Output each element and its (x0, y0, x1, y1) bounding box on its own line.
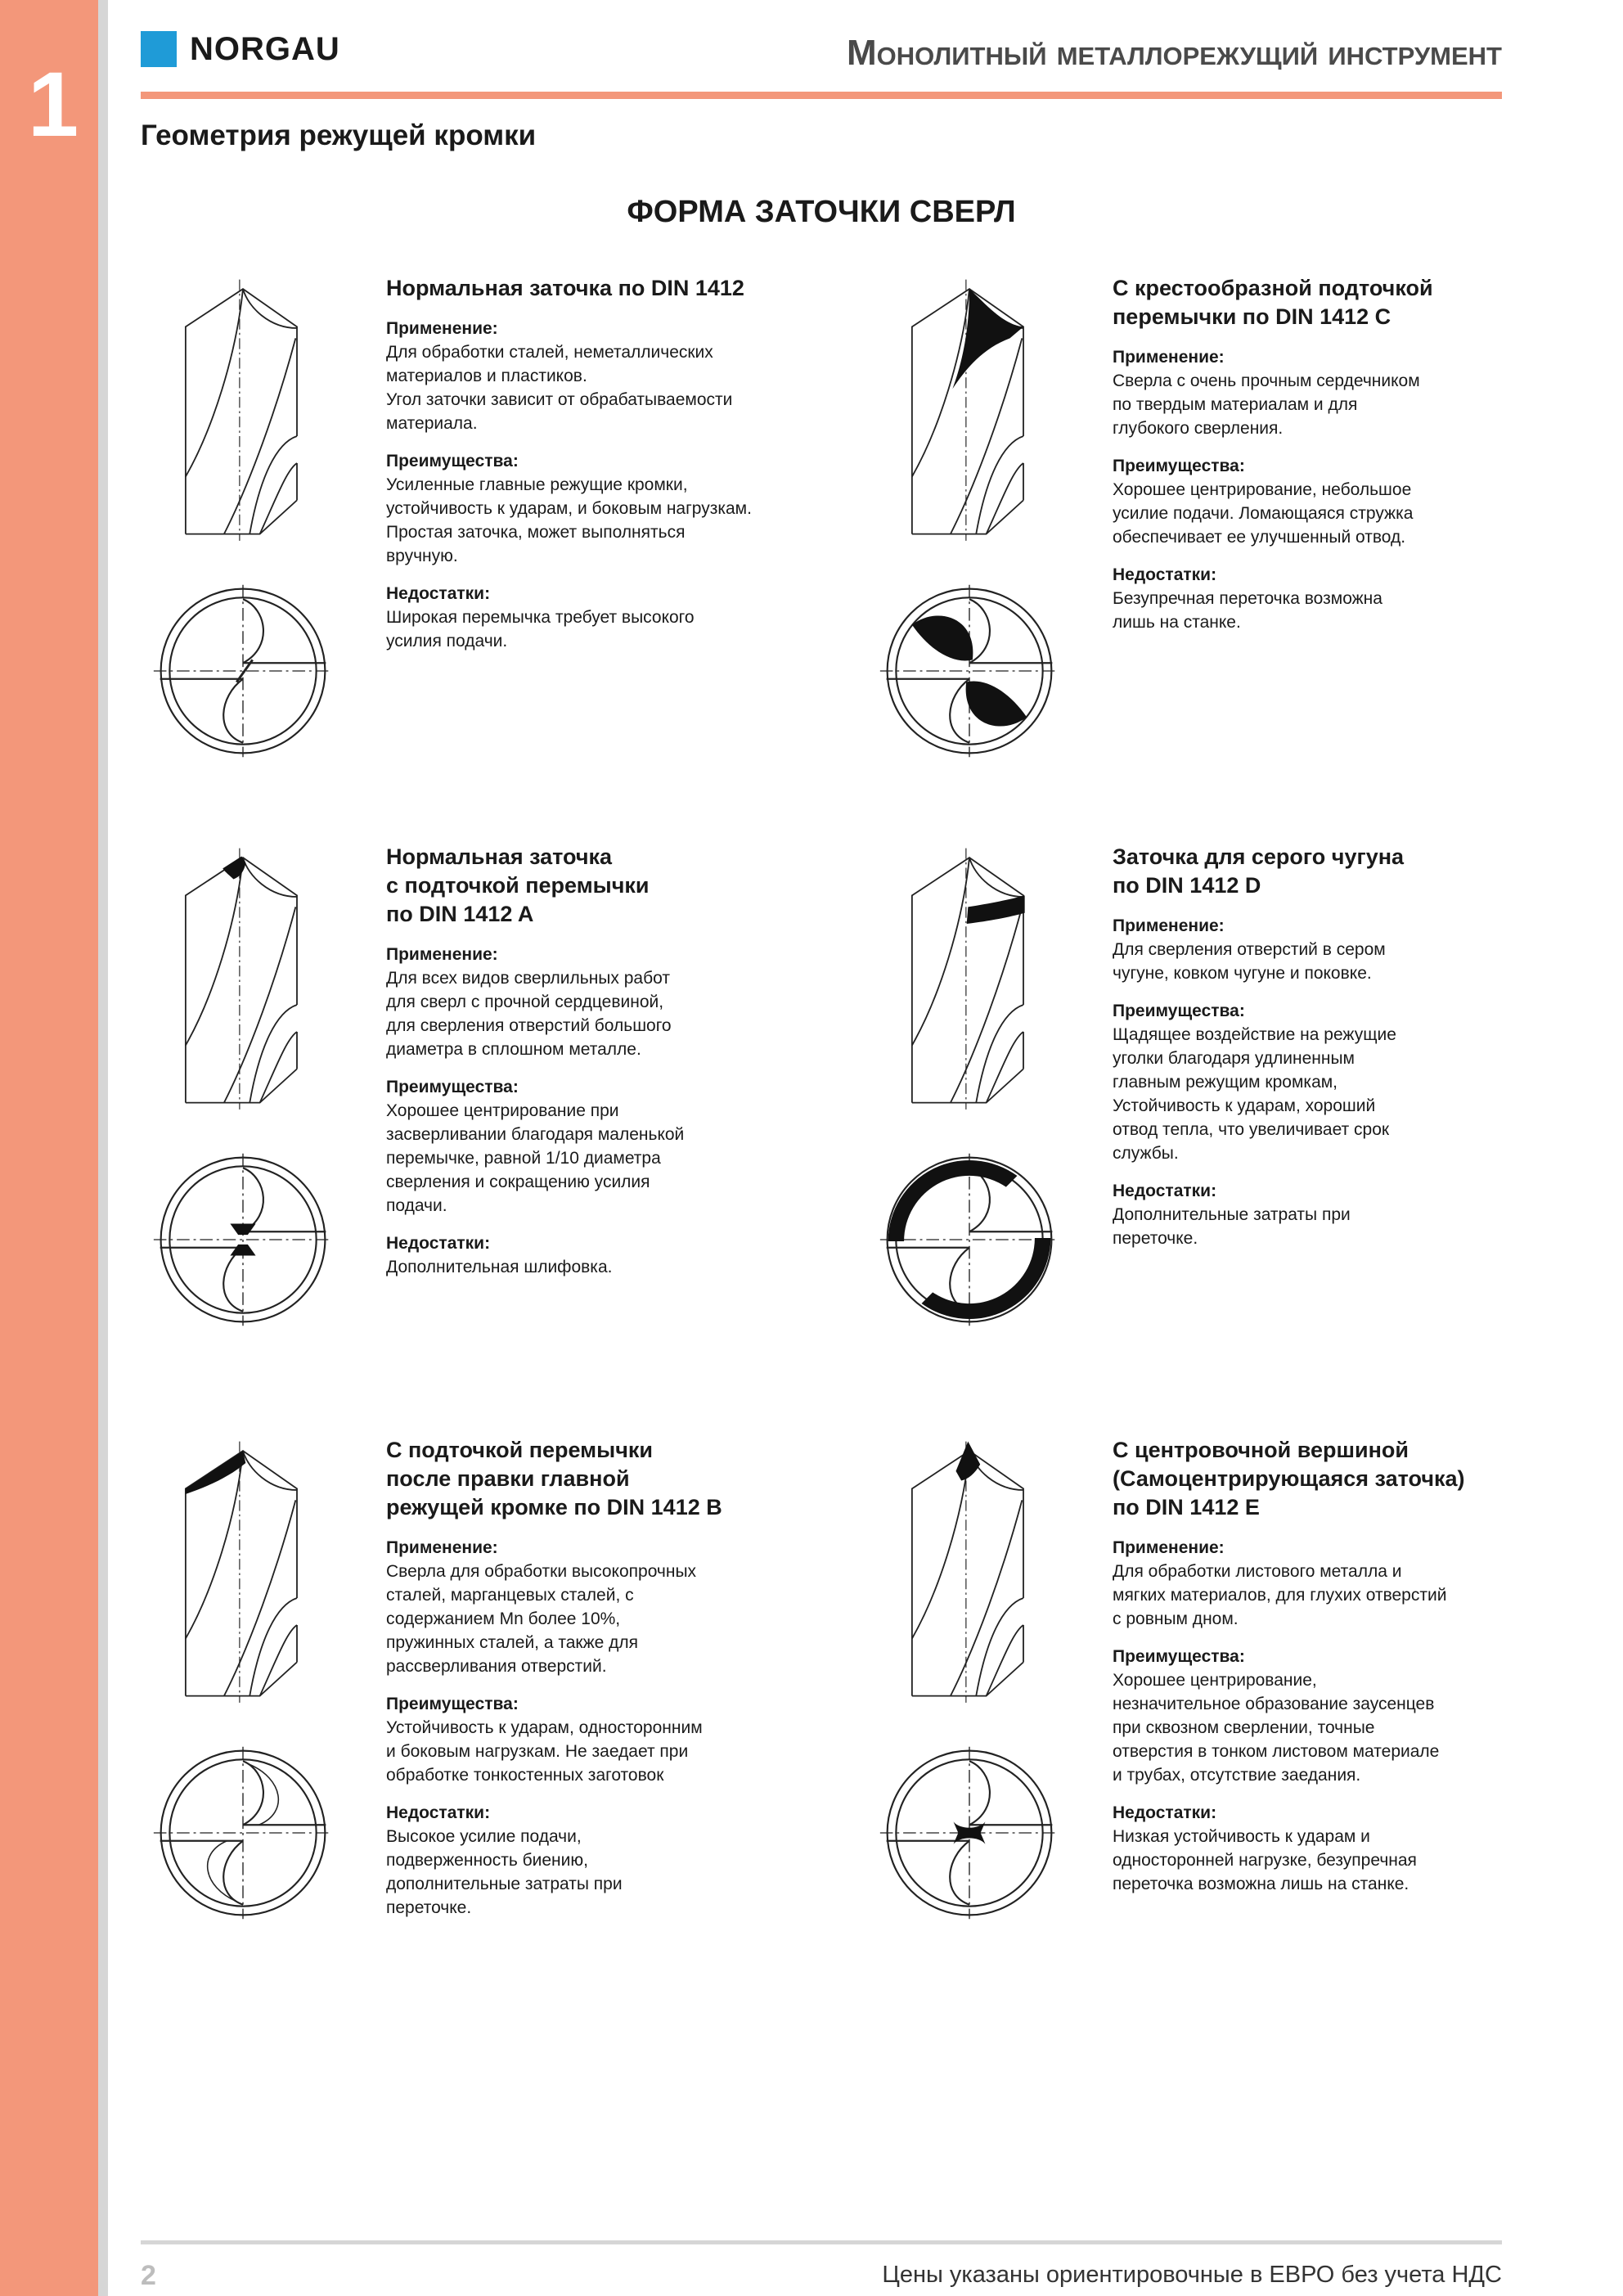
disadvantages-text: Высокое усилие подачи, подверженность биению, дополнительные затраты при переточке. (386, 1827, 623, 1917)
application-label: Применение: (386, 319, 498, 338)
side-divider (98, 0, 108, 2296)
disadvantages-text: Дополнительные затраты при переточке. (1113, 1205, 1351, 1248)
drill-end-view-d (867, 1146, 1072, 1334)
advantages-text: Хорошее центрирование, небольшое усилие подачи. Ломающаяся стружка обеспечивает ее улучшенный отвод. (1113, 480, 1414, 547)
application-label: Применение: (386, 945, 498, 964)
sharpening-type-title: Нормальная заточка с подточкой перемычки по DIN 1412 A (386, 844, 650, 926)
advantages-label: Преимущества: (1113, 457, 1245, 475)
header-divider (141, 92, 1502, 99)
disadvantages-text: Безупречная переточка возможна лишь на станке. (1113, 589, 1382, 632)
drill-side-view-d (867, 843, 1072, 1113)
brand-name: NORGAU (190, 30, 340, 67)
disadvantages-label: Недостатки: (1113, 1182, 1217, 1200)
disadvantages-label: Недостатки: (1113, 565, 1217, 584)
drill-end-view-b (141, 1739, 345, 1927)
chapter-number: 1 (27, 53, 79, 155)
drill-side-view-normal (141, 274, 345, 544)
application-label: Применение: (1113, 348, 1225, 367)
advantages-text: Усиленные главные режущие кромки, устойчивость к ударам, и боковым нагрузкам. Простая заточка, может выполняться вручную. (386, 475, 752, 565)
drill-side-view-b (141, 1436, 345, 1706)
advantages-text: Хорошее центрирование при засверливании благодаря маленькой перемычке, равной 1/10 диаметра сверления и сокращению усилия подачи. (386, 1101, 685, 1215)
application-text: Для сверления отверстий в сером чугуне, ковком чугуне и поковке. (1113, 940, 1386, 983)
application-label: Применение: (1113, 916, 1225, 935)
drill-side-view-c (867, 274, 1072, 544)
advantages-label: Преимущества: (386, 1078, 519, 1096)
page-number: 2 (141, 2260, 156, 2291)
sharpening-type-title: С подточкой перемычки после правки главной режущей кромке по DIN 1412 B (386, 1438, 722, 1519)
drill-side-view-a (141, 843, 345, 1113)
disadvantages-text: Низкая устойчивость к ударам и односторонней нагрузке, безупречная переточка возможна лишь на станке. (1113, 1827, 1417, 1893)
sharpening-type-title: С крестообразной подточкой перемычки по DIN 1412 C (1113, 276, 1433, 329)
side-accent-bar (0, 0, 98, 2296)
application-text: Сверла для обработки высокопрочных сталей, марганцевых сталей, с содержанием Mn более 10%, пружинных сталей, а также для рассверливания отверстий. (386, 1562, 697, 1676)
application-text: Для обработки сталей, неметаллических материалов и пластиков. Угол заточки зависит от обрабатываемости материала. (386, 343, 733, 433)
drill-end-view-c (867, 577, 1072, 765)
sharpening-type-title: С центровочной вершиной (Самоцентрирующаяся заточка) по DIN 1412 E (1113, 1438, 1465, 1519)
advantages-text: Щадящее воздействие на режущие уголки благодаря удлиненным главным режущим кромкам, Устойчивость к ударам, хороший отвод тепла, что увеличивает срок службы. (1113, 1025, 1396, 1163)
logo-square-icon (141, 31, 177, 67)
disadvantages-label: Недостатки: (1113, 1803, 1217, 1822)
price-note: Цены указаны ориентировочные в ЕВРО без учета НДС (882, 2262, 1502, 2288)
disadvantages-label: Недостатки: (386, 1234, 491, 1253)
drill-end-view-e (867, 1739, 1072, 1927)
sharpening-type-title: Нормальная заточка по DIN 1412 (386, 276, 744, 300)
section-title: Геометрия режущей кромки (141, 119, 537, 151)
advantages-label: Преимущества: (1113, 1647, 1245, 1666)
drill-end-view-a (141, 1146, 345, 1334)
advantages-text: Устойчивость к ударам, односторонним и боковым нагрузкам. Не заедает при обработке тонкостенных заготовок (386, 1718, 703, 1785)
application-text: Для всех видов сверлильных работ для сверл с прочной сердцевиной, для сверления отверстий большого диаметра в сплошном металле. (386, 969, 672, 1059)
brand-logo (141, 28, 340, 70)
page-heading: ФОРМА ЗАТОЧКИ СВЕРЛ (627, 195, 1016, 229)
sharpening-type-title: Заточка для серого чугуна по DIN 1412 D (1113, 844, 1405, 898)
advantages-label: Преимущества: (1113, 1002, 1245, 1020)
application-text: Сверла с очень прочным сердечником по твердым материалам и для глубокого сверления. (1113, 371, 1420, 438)
application-label: Применение: (386, 1538, 498, 1557)
footer-divider (141, 2240, 1502, 2244)
drill-end-view-normal (141, 577, 345, 765)
application-label: Применение: (1113, 1538, 1225, 1557)
advantages-label: Преимущества: (386, 452, 519, 470)
advantages-text: Хорошее центрирование, незначительное образование заусенцев при сквозном сверлении, точные отверстия в тонком листовом материале и трубах, отсутствие заедания. (1113, 1671, 1440, 1785)
drill-side-view-e (867, 1436, 1072, 1706)
disadvantages-text: Широкая перемычка требует высокого усилия подачи. (386, 608, 695, 651)
disadvantages-label: Недостатки: (386, 584, 491, 603)
disadvantages-text: Дополнительная шлифовка. (386, 1258, 613, 1276)
application-text: Для обработки листового металла и мягких материалов, для глухих отверстий с ровным дном. (1113, 1562, 1447, 1628)
catalog-title: Монолитный металлорежущий инструмент (847, 33, 1502, 73)
disadvantages-label: Недостатки: (386, 1803, 491, 1822)
advantages-label: Преимущества: (386, 1695, 519, 1713)
